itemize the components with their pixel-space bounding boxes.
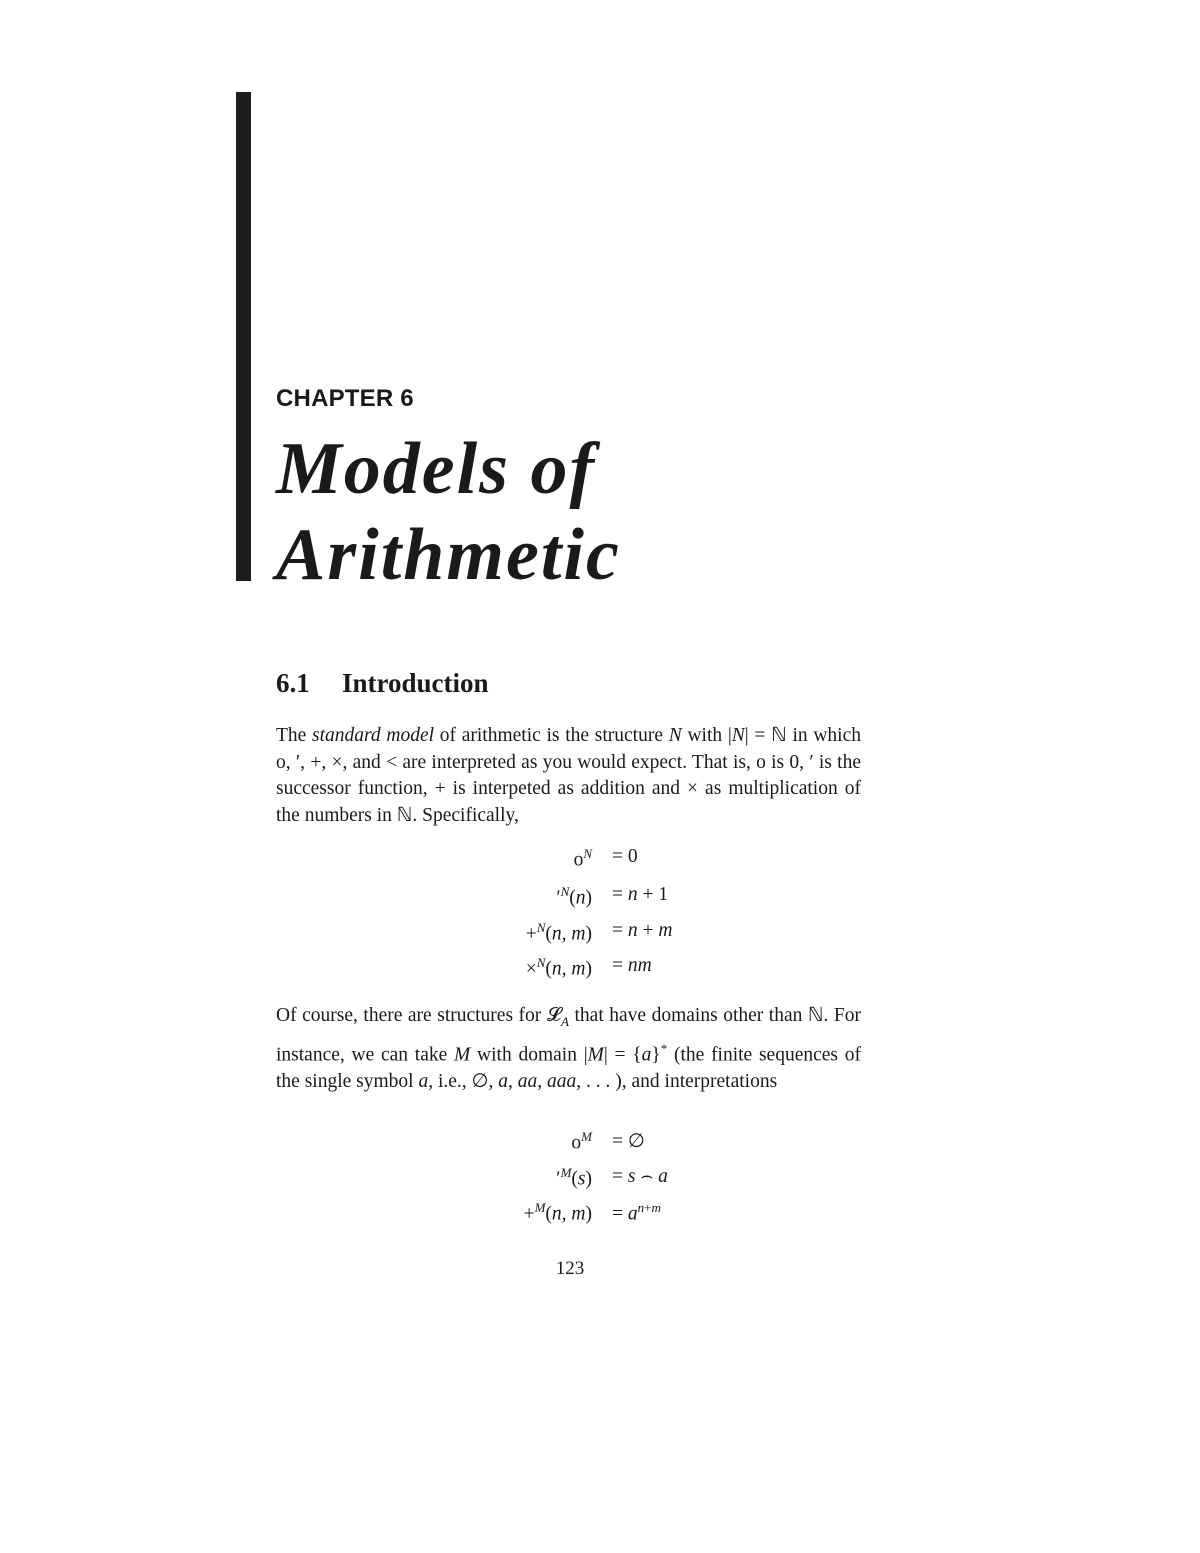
equation-rhs: = $a^{n+m}$ bbox=[612, 1200, 661, 1225]
section-number: 6.1 bbox=[276, 668, 310, 698]
equation-lhs: $'^M(s)$ bbox=[556, 1165, 592, 1190]
chapter-bar bbox=[236, 92, 251, 581]
second-paragraph: Of course, there are structures for 𝓛$_A$ that have domains other than ℕ. For instance, we can take M with domain |M| = {a}* (the finite sequences of the single symbol a, i.e., ∅, a, aa, aaa, . . . ), and interpretations bbox=[276, 1005, 862, 1092]
section-title: Introduction bbox=[342, 668, 489, 698]
equation-rhs: = n + 1 bbox=[612, 884, 669, 905]
equation-rhs: = ∅ bbox=[612, 1131, 645, 1152]
intro-paragraph: The standard model of arithmetic is the structure N with |N| = ℕ in which o, ′, +, ×, and < are interpreted as you would expect. That is, o is 0, ′ is the successor function, + is interpeted as addition and × as multiplication of the numbers in ℕ. Specifically, bbox=[276, 725, 861, 827]
chapter-title bbox=[276, 426, 836, 598]
chapter-title-line-1: Models of bbox=[276, 428, 597, 510]
equation-lhs: +$^N$(n, m) bbox=[525, 920, 592, 945]
equation-rhs: = n + m bbox=[612, 920, 673, 941]
chapter-label: CHAPTER 6 bbox=[276, 385, 414, 412]
page-number: 123 bbox=[555, 1258, 585, 1279]
equation-rhs: = s ⌢ a bbox=[612, 1166, 668, 1187]
equation-lhs: $'^N(n)$ bbox=[556, 884, 592, 909]
equation-lhs: +$^M$(n, m) bbox=[523, 1200, 592, 1225]
chapter-title-line-2: Arithmetic bbox=[276, 514, 621, 596]
section-heading bbox=[276, 668, 489, 699]
equation-lhs: ×$^N$(n, m) bbox=[525, 955, 592, 980]
equation-lhs: $o^M$ bbox=[571, 1129, 592, 1154]
equation-rhs: = nm bbox=[612, 955, 652, 976]
equation-lhs: $o^N$ bbox=[573, 846, 592, 871]
equation-rhs: = 0 bbox=[612, 846, 638, 867]
